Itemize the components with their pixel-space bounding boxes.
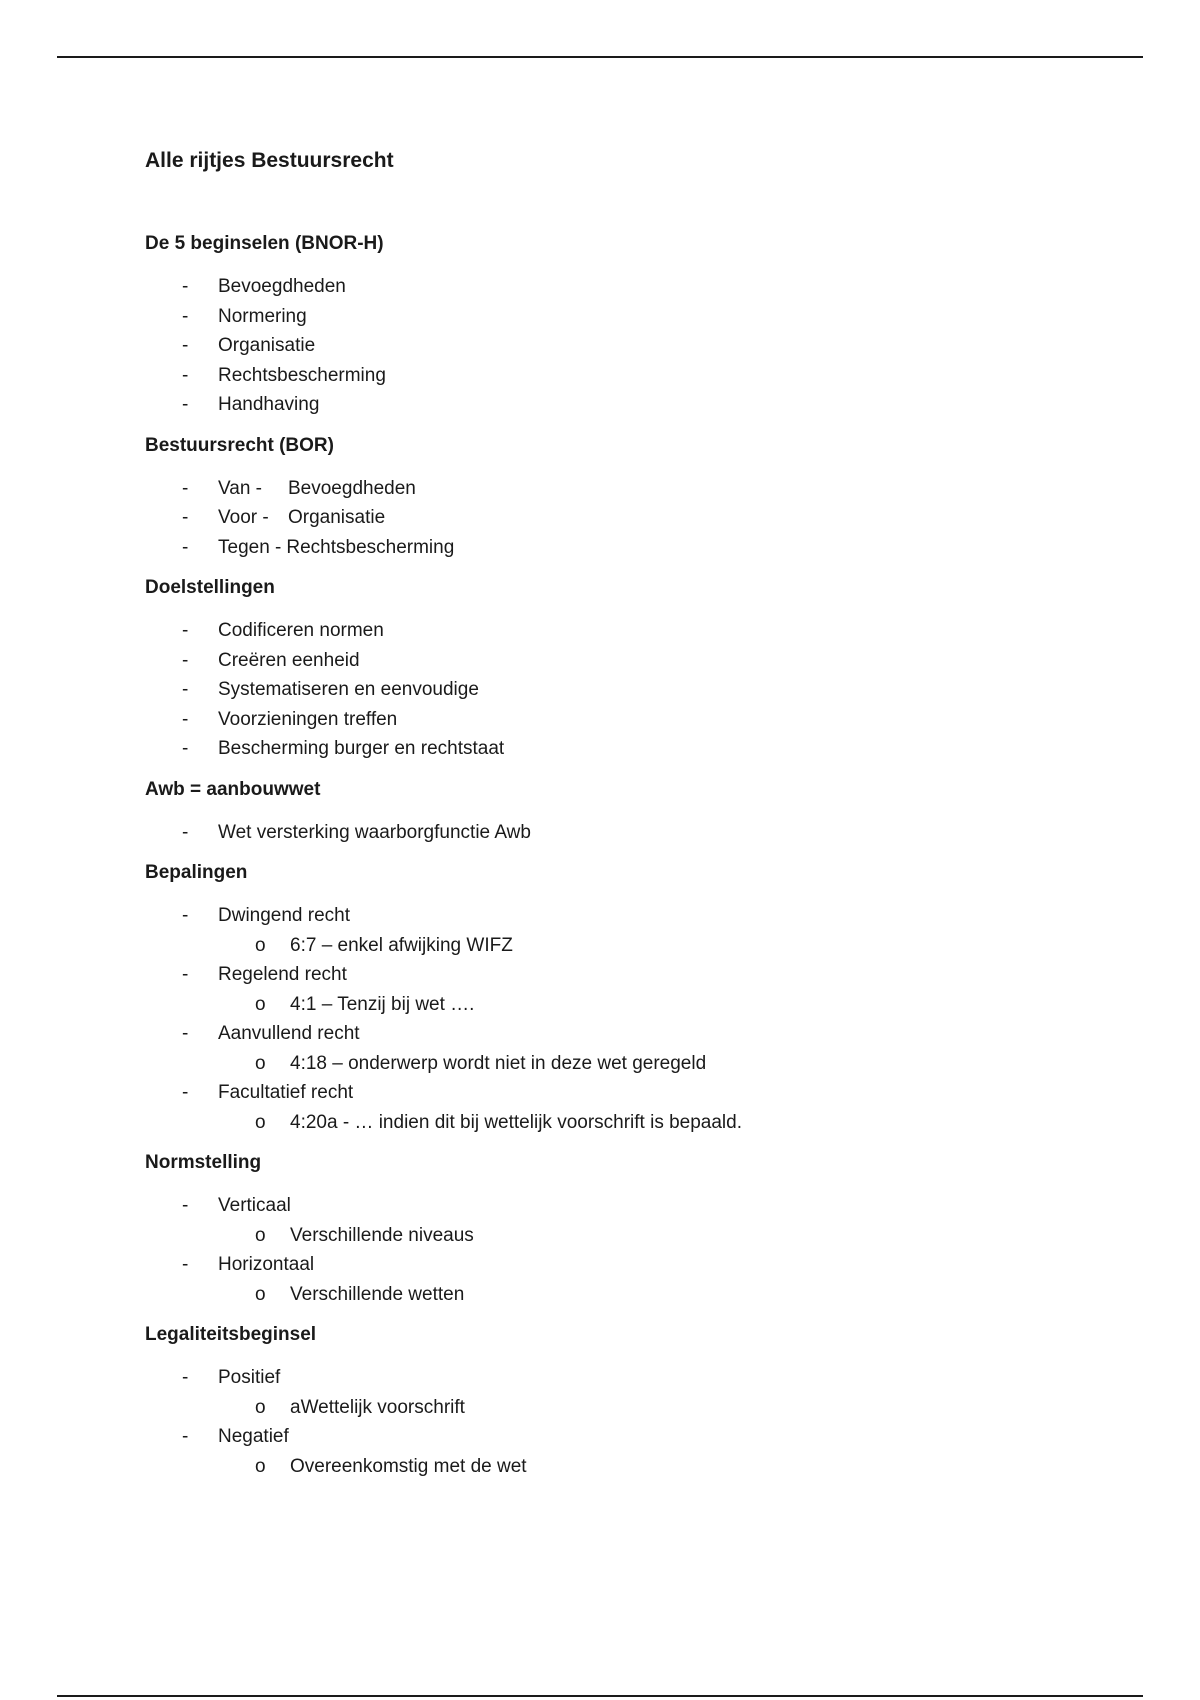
- sub-list: [218, 1049, 1105, 1079]
- sub-list-item: o aWettelijk voorschrift: [255, 1396, 465, 1418]
- list-item: - Organisatie: [182, 335, 316, 356]
- section-awb: [145, 776, 1105, 848]
- list-item: - Normering: [182, 305, 307, 327]
- section-title: Legaliteitsbeginsel: [145, 1324, 317, 1345]
- list-item: - Voorzieningen treffen: [182, 708, 398, 730]
- sub-list: [218, 990, 1105, 1020]
- section-title: Awb = aanbouwwet: [145, 778, 321, 800]
- list-item: - Bescherming burger en rechtstaat: [182, 738, 505, 759]
- bullet-list: [145, 474, 1105, 563]
- bullet-list: [145, 901, 1105, 1137]
- list-item: - Aanvullend recht o 4:18 – onderwerp wordt niet in deze wet geregeld: [145, 1019, 1105, 1078]
- list-item: - Negatief o Overeenkomstig met de wet: [145, 1422, 1105, 1481]
- sub-list-item: o Verschillende niveaus: [255, 1224, 474, 1246]
- bullet-list: [145, 1363, 1105, 1481]
- section-bor: [145, 432, 1105, 563]
- document-body: [145, 140, 1105, 1481]
- sub-list: [218, 1280, 1105, 1310]
- bullet-list: [145, 272, 1105, 420]
- list-item: - Wet versterking waarborgfunctie Awb: [182, 821, 531, 843]
- footer-rule: [57, 1695, 1143, 1697]
- section-legaliteitsbeginsel: [145, 1321, 1105, 1481]
- list-item: - Regelend recht o 4:1 – Tenzij bij wet ….: [145, 960, 1105, 1019]
- list-item: - Tegen - Rechtsbescherming: [182, 536, 455, 558]
- sub-list-item: o 4:1 – Tenzij bij wet ….: [255, 993, 475, 1015]
- sub-list: [218, 1452, 1105, 1482]
- list-item: - Facultatief recht o 4:20a - … indien dit bij wettelijk voorschrift is bepaald.: [145, 1078, 1105, 1137]
- section-title: Normstelling: [145, 1152, 262, 1173]
- sub-list-item: o 6:7 – enkel afwijking WIFZ: [255, 934, 513, 956]
- section-beginselen: [145, 230, 1105, 420]
- sub-list-item: o Verschillende wetten: [255, 1283, 465, 1305]
- section-title: Bepalingen: [145, 862, 248, 883]
- list-item: - Verticaal o Verschillende niveaus: [145, 1191, 1105, 1250]
- sub-list: [218, 931, 1105, 961]
- section-doelstellingen: [145, 574, 1105, 764]
- sub-list: [218, 1393, 1105, 1423]
- bullet-list: [145, 818, 1105, 848]
- list-item: - Systematiseren en eenvoudige: [182, 679, 479, 700]
- list-item: - Creëren eenheid: [182, 649, 360, 671]
- list-item: - Handhaving: [182, 394, 320, 415]
- bullet-list: [145, 1191, 1105, 1309]
- section-bepalingen: [145, 859, 1105, 1137]
- sub-list: [218, 1221, 1105, 1251]
- sub-list-item: o 4:20a - … indien dit bij wettelijk voorschrift is bepaald.: [255, 1111, 743, 1133]
- list-item: - Voor - Organisatie: [182, 507, 386, 528]
- list-item: - Positief o aWettelijk voorschrift: [145, 1363, 1105, 1422]
- section-title: De 5 beginselen (BNOR-H): [145, 233, 384, 254]
- list-item: - Dwingend recht o 6:7 – enkel afwijking WIFZ: [145, 901, 1105, 960]
- header-rule: [57, 56, 1143, 58]
- list-item: - Bevoegdheden: [182, 276, 346, 297]
- document-title: Alle rijtjes Bestuursrecht: [145, 149, 394, 172]
- sub-list: [218, 1108, 1105, 1138]
- bullet-list: [145, 616, 1105, 764]
- list-item: - Van - Bevoegdheden: [182, 477, 416, 499]
- sub-list-item: o Overeenkomstig met de wet: [255, 1455, 527, 1477]
- sub-list-item: o 4:18 – onderwerp wordt niet in deze wet geregeld: [255, 1052, 707, 1074]
- list-item: - Codificeren normen: [182, 620, 384, 641]
- section-title: Bestuursrecht (BOR): [145, 434, 334, 456]
- list-item: - Horizontaal o Verschillende wetten: [145, 1250, 1105, 1309]
- list-item: - Rechtsbescherming: [182, 364, 386, 386]
- section-normstelling: [145, 1149, 1105, 1309]
- section-title: Doelstellingen: [145, 577, 275, 598]
